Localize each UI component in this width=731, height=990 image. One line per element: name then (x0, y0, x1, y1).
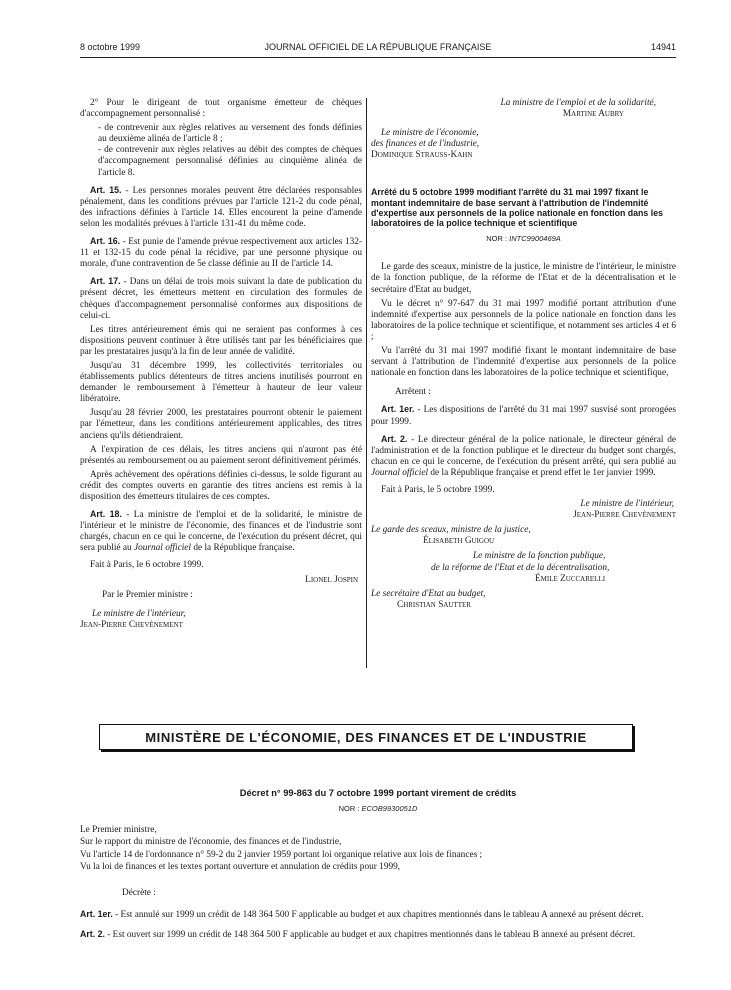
paragraph: Vu l'arrêté du 31 mai 1997 modifié fixant le montant indemnitaire de base servant à l'attribution de l'indemnité d'expertise aux personnels de la police nationale en fonction dans les laboratoires de la police technique et scientifique, (371, 346, 676, 379)
journal-officiel: Journal officiel (133, 543, 192, 554)
decret-line: Vu la loi de finances et les textes portant ouverture et annulation de crédits pour 1999, (80, 862, 401, 873)
signature-interior: Jean-Pierre Chevènement (80, 619, 183, 630)
decret-line: Le Premier ministre, (80, 825, 157, 835)
paragraph: Après achèvement des opérations définies ci-dessus, le solde figurant au crédit des comptes ouverts en garantie des titres anciens est remis à la disposition des émetteurs titulaires de ces comptes. (80, 469, 362, 502)
page-header (80, 42, 676, 58)
ministry-banner (99, 724, 633, 750)
paragraph: Les titres antérieurement émis qui ne seraient pas conformes à ces dispositions peuvent continuer à être utilisés tant par les bénéficiaires que par les prestataires jusqu'à la fin de leur année de validité. (80, 324, 362, 357)
minister-emploi-title: La ministre de l'emploi et de la solidarité, (500, 98, 656, 108)
signature-garde: Élisabeth Guigou (423, 536, 495, 547)
article-text-end: de la République française et prend effet le 1er janvier 1999. (428, 467, 656, 478)
article-text: - Le directeur général de la police nationale, le directeur général de l'administration et de la fonction publique et le directeur du budget sont chargés, chacun en ce qui le concerne, de l'exécution du présent arrêté, qui sera publié au (371, 434, 677, 467)
list-item: - de contrevenir aux règles relatives au débit des comptes de chèques d'accompagnement personnalisé définies au cinquième alinéa de l'article 8. (98, 145, 362, 178)
article-text-end: de la République française. (191, 543, 295, 554)
article-label: Art. 15. (90, 184, 122, 195)
article-label: Art. 16. (90, 236, 121, 247)
paragraph: A l'expiration de ces délais, les titres anciens qui n'auront pas été présentés au remboursement ou au paiement seront définitivement périmés. (80, 444, 362, 466)
paragraph: Le garde des sceaux, ministre de la justice, le ministre de l'intérieur, le ministre de la fonction publique, de la réforme de l'Etat et de la décentralisation et le secrétaire d'Etat au budget, (371, 262, 676, 295)
decrete-line: Décrète : (122, 887, 156, 898)
decret-body (80, 825, 676, 943)
article-text: - La ministre de l'emploi et de la solidarité, le ministre de l'intérieur et le ministre de l'économie, des finances et de l'industrie sont chargés, chacun en ce qui le concerne, de l'exécution du présent décret, qui sera publié au (80, 510, 362, 554)
minister-eco-title: Le ministre de l'économie, (381, 128, 479, 139)
header-journal-title: JOURNAL OFFICIEL DE LA RÉPUBLIQUE FRANÇAISE (264, 42, 492, 52)
article-label: Art. 2. (381, 433, 408, 444)
nor-label: NOR : (486, 234, 510, 244)
arrete-article-2 (371, 434, 676, 479)
decret-article-1 (80, 909, 676, 921)
arrete-title: Arrêté du 5 octobre 1999 modifiant l'arrêté du 31 mai 1997 fixant le montant indemnitaire de base servant à l'attribution de l'indemnité d'expertise aux personnels de la police nationale en fonction dans les laboratoires de la police technique et scientifique (371, 187, 663, 229)
nor-code: ECOB9930051D (361, 804, 418, 813)
article-15 (80, 185, 362, 230)
paragraph: Jusqu'au 31 décembre 1999, les collectivités territoriales ou établissements publics détenteurs de titres anciens inutilisés pourront en demander le remboursement à l'émetteur à hauteur de leur valeur libératoire. (80, 360, 362, 405)
decret-line: Vu l'article 14 de l'ordonnance n° 59-2 du 2 janvier 1959 portant loi organique relative aux lois de finances ; (80, 849, 483, 860)
minister-fp-title: Le ministre de la fonction publique, (473, 551, 606, 562)
article-label: Art. 2. (80, 929, 105, 940)
article-text: - Est annulé sur 1999 un crédit de 148 364 500 F applicable au budget et aux chapitres mentionnés dans le tableau A annexé au présent décret. (112, 910, 644, 921)
signature-secretaire: Christian Sautter (397, 599, 471, 610)
article-17 (80, 276, 362, 321)
minister-fp-title-2: de la réforme de l'Etat et de la décentralisation, (431, 562, 610, 573)
ministry-banner-text: MINISTÈRE DE L'ÉCONOMIE, DES FINANCES ET DE L'INDUSTRIE (145, 729, 587, 745)
signature-emploi: Martine Aubry (562, 109, 624, 120)
nor-code: INTC9900469A (509, 234, 561, 244)
signature-fp: Émile Zuccarelli (535, 573, 606, 584)
decret-article-2 (80, 929, 676, 941)
column-divider (366, 98, 367, 668)
article-text: - Est punie de l'amende prévue respectivement aux articles 132-11 et 132-15 du code pénal la récidive, par une personne physique ou morale, d'une contravention de 5e classe définie au II de l'article 14. (80, 237, 363, 270)
signature-interior: Jean-Pierre Chevènement (573, 510, 676, 521)
minister-eco-title-2: des finances et de l'industrie, (371, 139, 480, 150)
article-text: - Les personnes morales peuvent être déclarées responsables pénalement, dans les conditions prévues par l'article 121-2 du code pénal, des infractions définies à l'article 14. Elles encourent la peine d'amende selon les modalités prévues à l'article 131-41 du même code. (80, 185, 362, 229)
header-rule (80, 57, 676, 58)
article-16 (80, 236, 362, 270)
garde-title: Le garde des sceaux, ministre de la justice, (371, 525, 531, 536)
secretaire-title: Le secrétaire d'Etat au budget, (371, 588, 486, 599)
header-date: 8 octobre 1999 (80, 42, 141, 52)
minister-interior-title: Le ministre de l'intérieur, (580, 499, 674, 510)
article-text: - Est ouvert sur 1999 un crédit de 148 364 500 F applicable au budget et aux chapitres mentionnés dans le tableau B annexé au présent décret. (104, 930, 636, 941)
article-label: Art. 1er. (381, 404, 415, 415)
article-18 (80, 509, 362, 554)
header-page-number: 14941 (650, 42, 676, 52)
list-item: - de contrevenir aux règles relatives au versement des fonds définies au deuxième alinéa de l'article 8 ; (98, 123, 362, 145)
paragraph: Jusqu'au 28 février 2000, les prestataires pourront obtenir le paiement par l'émetteur, dans les conditions antérieurement applicables, des titres anciens qu'ils détiendraient. (80, 408, 362, 441)
article-text: - Les dispositions de l'arrêté du 31 mai 1997 susvisé sont prorogées pour 1999. (371, 405, 677, 427)
decret-title: Décret n° 99-863 du 7 octobre 1999 portant virement de crédits (239, 788, 517, 798)
minister-interior-title: Le ministre de l'intérieur, (92, 608, 186, 619)
fait-line: Fait à Paris, le 5 octobre 1999. (381, 484, 495, 495)
par-line: Par le Premier ministre : (102, 589, 193, 600)
arretent-line: Arrêtent : (395, 387, 431, 398)
signature-eco: Dominique Strauss-Kahn (371, 150, 473, 161)
arrete-article-1 (371, 404, 676, 427)
signature-pm: Lionel Jospin (305, 574, 358, 585)
right-column (371, 98, 676, 611)
decret-nor (80, 804, 676, 813)
paragraph: Vu le décret n° 97-647 du 31 mai 1997 modifié portant attribution d'une indemnité d'expertise aux personnels de la police nationale en fonction dans les laboratoires de la police technique et scientifique, et notamment ses articles 4 et 6 ; (371, 298, 676, 342)
article-label: Art. 18. (90, 509, 122, 520)
decret-line: Sur le rapport du ministre de l'économie, des finances et de l'industrie, (80, 837, 342, 848)
journal-officiel: Journal officiel (371, 467, 429, 478)
article-label: Art. 1er. (80, 909, 113, 920)
article-label: Art. 17. (90, 276, 121, 287)
arrete-nor (371, 233, 676, 244)
nor-label: NOR : (338, 804, 362, 813)
fait-line: Fait à Paris, le 6 octobre 1999. (90, 560, 204, 571)
article-text: - Dans un délai de trois mois suivant la date de publication du présent décret, les émetteurs mettent en circulation des formules de chèques d'accompagnement personnalisé conformes aux dispositions de celui-ci. (80, 277, 362, 321)
left-column (80, 98, 362, 631)
paragraph: 2° Pour le dirigeant de tout organisme émetteur de chèques d'accompagnement personnalisé : (80, 98, 362, 120)
